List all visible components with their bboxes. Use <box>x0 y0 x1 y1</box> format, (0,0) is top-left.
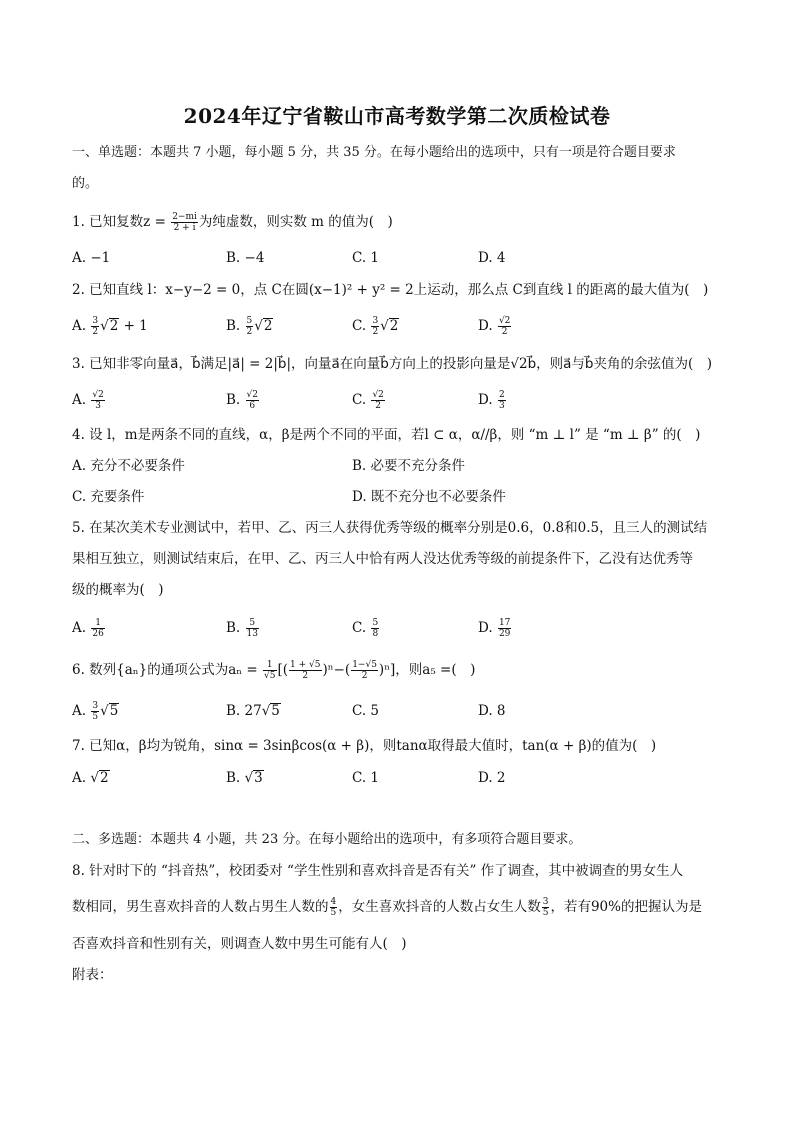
q2-option-a[interactable]: A. $\frac{3}{2}$ √2 + 1 <box>72 316 148 337</box>
q5-c-frac <box>371 618 379 639</box>
q3-b-den: 6 <box>249 401 256 411</box>
question-8-appendix: 附表： <box>72 967 113 983</box>
q2-a-tail: + 1 <box>119 318 148 334</box>
q2-option-d[interactable] <box>478 316 512 337</box>
q7-a-rad: 2 <box>99 770 109 786</box>
q5-d-num: 17 <box>498 618 511 628</box>
question-8-line3: 否喜欢抖音和性别有关，则调查人数中男生可能有人( ) <box>72 936 407 952</box>
q3-d-den: 3 <box>498 401 505 411</box>
q6-a-num: 3 <box>92 701 99 711</box>
question-4: 4. 设 l，m是两条不同的直线，α，β是两个不同的平面，若l ⊂ α，α//β，则 “m ⊥ l” 是 “m ⊥ β” 的( ) <box>72 427 701 443</box>
page-title: 2024年辽宁省鞍山市高考数学第二次质检试卷 <box>183 104 611 128</box>
q2-c-label: C. <box>352 318 371 334</box>
q7-option-c[interactable]: C. 1 <box>352 770 380 786</box>
q6-post: )ⁿ]，则a₅ =( ) <box>378 662 476 678</box>
q3-d-frac <box>498 390 506 411</box>
q1-option-d[interactable]: D. 4 <box>478 250 506 266</box>
q3-d-num: 2 <box>498 390 505 400</box>
q6-a-rad: 5 <box>109 703 119 719</box>
q3-b-frac <box>246 390 259 411</box>
q8-frac-2 <box>542 897 550 918</box>
q3-c-frac <box>371 390 384 411</box>
q6-mid1: [( <box>277 662 289 678</box>
question-5-line2: 果相互独立，则测试结束后，在甲、乙、丙三人中恰有两人没达优秀等级的前提条件下，乙没有达优秀等 <box>72 551 693 567</box>
q3-d-label: D. <box>478 392 497 408</box>
q3-b-label: B. <box>226 392 245 408</box>
q5-c-den: 8 <box>372 629 379 639</box>
q2-d-label: D. <box>478 318 497 334</box>
q5-d-label: D. <box>478 620 497 636</box>
q4-option-b[interactable]: B. 必要不充分条件 <box>352 458 466 474</box>
q8-f2-den: 5 <box>542 908 549 918</box>
q1-fraction <box>171 212 198 233</box>
question-7: 7. 已知α，β均为锐角，sinα = 3sinβcos(α + β)，则tanα取得最大值时，tan(α + β)的值为( ) <box>72 738 657 754</box>
q6-b-label: B. 27 <box>226 703 262 719</box>
q8-frac-1 <box>330 897 338 918</box>
q2-c-rad: 2 <box>389 318 399 334</box>
q6-f3-den: 2 <box>361 671 368 681</box>
q7-option-a[interactable]: A. √2 <box>72 770 109 786</box>
q5-b-num: 5 <box>246 618 259 629</box>
question-6 <box>72 660 722 681</box>
q2-b-rad: 2 <box>263 318 273 334</box>
q6-options <box>72 701 722 721</box>
q2-c-frac <box>371 316 379 337</box>
q5-option-d[interactable] <box>478 618 512 639</box>
question-3: 3. 已知非零向量a⃗，b⃗满足|a⃗| = 2|b⃗|，向量a⃗在向量b⃗方向上的投影向量是√2b⃗，则a⃗与b⃗夹角的余弦值为( ) <box>72 356 713 372</box>
q2-a-den: 2 <box>92 327 99 337</box>
q5-a-label: A. <box>72 620 91 636</box>
q6-a-frac <box>91 701 99 722</box>
q5-options <box>72 618 722 638</box>
q5-d-frac <box>498 618 511 639</box>
q8-line2-post: ，若有90%的把握认为是 <box>550 899 702 915</box>
q8-f1-den: 5 <box>330 908 337 918</box>
q7-options <box>72 768 722 788</box>
q5-option-c[interactable] <box>352 618 380 639</box>
q2-b-num: 5 <box>246 316 253 326</box>
question-5-line1: 5. 在某次美术专业测试中，若甲、乙、丙三人获得优秀等级的概率分别是0.6，0.8和0.5，且三人的测试结 <box>72 520 708 536</box>
q6-f2-den: 2 <box>302 671 309 681</box>
q2-options <box>72 316 722 336</box>
q6-option-d[interactable]: D. 8 <box>478 703 506 719</box>
q5-c-num: 5 <box>372 618 379 628</box>
q6-f1-num: 1 <box>263 660 276 671</box>
q5-b-label: B. <box>226 620 245 636</box>
q3-option-d[interactable] <box>478 390 507 411</box>
q2-option-c[interactable]: C. $\frac{3}{2}$ √2 <box>352 316 399 337</box>
q4-options-row1 <box>72 456 722 476</box>
q1-option-b[interactable]: B. −4 <box>226 250 265 266</box>
q6-option-c[interactable]: C. 5 <box>352 703 380 719</box>
q4-option-c[interactable]: C. 充要条件 <box>72 489 145 505</box>
q7-option-b[interactable]: B. √3 <box>226 770 263 786</box>
q2-a-label: A. <box>72 318 91 334</box>
q6-a-label: A. <box>72 703 91 719</box>
q6-frac-2 <box>289 660 321 681</box>
q5-a-frac <box>91 618 104 639</box>
q6-frac-3 <box>351 660 378 681</box>
q2-b-den: 2 <box>246 327 253 337</box>
q2-a-rad: 2 <box>109 318 119 334</box>
q2-d-den: 2 <box>501 327 508 337</box>
q7-a-label: A. <box>72 770 91 786</box>
q1-options <box>72 248 722 268</box>
q3-c-num: √2 <box>372 390 384 400</box>
q5-c-label: C. <box>352 620 371 636</box>
q2-b-label: B. <box>226 318 245 334</box>
q2-a-num: 3 <box>92 316 99 326</box>
q8-f1-num: 4 <box>330 897 337 907</box>
q2-a-frac <box>91 316 99 337</box>
q7-b-label: B. <box>226 770 245 786</box>
question-5-line3: 级的概率为( ) <box>72 582 164 598</box>
q6-f2-num: 1 + √5 <box>290 660 321 670</box>
q1-post: 为纯虚数，则实数 m 的值为( ) <box>198 214 393 230</box>
section1-heading-cont: 的。 <box>72 176 99 191</box>
question-1 <box>72 212 722 233</box>
q1-num: 2−mi <box>172 212 197 222</box>
q3-a-den: 3 <box>95 401 101 411</box>
q6-f1-den: √5 <box>264 671 276 681</box>
question-8-line2 <box>72 897 722 918</box>
q3-option-a[interactable] <box>72 390 106 411</box>
q7-option-d[interactable]: D. 2 <box>478 770 506 786</box>
q3-a-num: √2 <box>92 390 104 400</box>
q3-option-c[interactable] <box>352 390 386 411</box>
q8-line2-mid: ，女生喜欢抖音的人数占女生人数 <box>338 899 541 915</box>
q1-option-c[interactable]: C. 1 <box>352 250 380 266</box>
q2-c-num: 3 <box>372 316 379 326</box>
q6-mid2: )ⁿ−( <box>322 662 351 678</box>
q6-option-a[interactable]: A. $\frac{3}{5}$ √5 <box>72 701 119 722</box>
q2-option-b[interactable]: B. $\frac{5}{2}$ √2 <box>226 316 273 337</box>
q6-a-den: 5 <box>92 712 99 722</box>
q2-d-frac <box>498 316 511 337</box>
q2-d-num: √2 <box>498 316 511 326</box>
q3-option-b[interactable] <box>226 390 260 411</box>
q1-den: 2 + i <box>173 223 196 233</box>
q3-options <box>72 390 722 410</box>
q8-line2-pre: 数相同，男生喜欢抖音的人数占男生人数的 <box>72 899 329 915</box>
q1-option-a[interactable]: A. −1 <box>72 250 111 266</box>
q2-b-frac <box>246 316 254 337</box>
q7-b-rad: 3 <box>254 770 263 786</box>
q3-a-label: A. <box>72 392 91 408</box>
q3-c-den: 2 <box>375 401 382 411</box>
q4-option-a[interactable]: A. 充分不必要条件 <box>72 458 185 474</box>
q5-option-a[interactable] <box>72 618 106 639</box>
section1-heading: 一、单选题：本题共 7 小题，每小题 5 分，共 35 分。在每小题给出的选项中，只有一项是符合题目要求 <box>72 145 676 160</box>
q5-a-den: 26 <box>92 629 104 639</box>
question-2: 2. 已知直线 l：x−y−2 = 0，点 C在圆(x−1)² + y² = 2上运动，那么点 C到直线 l 的距离的最大值为( ) <box>72 282 709 298</box>
q6-option-b[interactable]: B. 27√5 <box>226 703 280 719</box>
q6-b-rad: 5 <box>271 703 280 719</box>
q5-a-num: 1 <box>91 618 104 629</box>
q2-c-den: 2 <box>372 327 379 337</box>
q4-option-d[interactable]: D. 既不充分也不必要条件 <box>352 489 506 505</box>
q1-pre: 1. 已知复数z = <box>72 214 171 230</box>
q6-frac-1 <box>263 660 276 681</box>
q5-d-den: 29 <box>498 629 511 639</box>
q5-option-b[interactable] <box>226 618 260 639</box>
q3-b-num: √2 <box>246 390 258 400</box>
q6-f3-num: 1−√5 <box>352 660 377 670</box>
q6-pre: 6. 数列{aₙ}的通项公式为aₙ = <box>72 662 263 678</box>
q5-b-frac <box>246 618 259 639</box>
section2-heading: 二、多选题：本题共 4 小题，共 23 分。在每小题给出的选项中，有多项符合题目要求。 <box>72 832 582 847</box>
q8-f2-num: 3 <box>542 897 549 907</box>
q5-b-den: 13 <box>246 629 258 639</box>
q3-a-frac <box>91 390 104 411</box>
q4-options-row2 <box>72 487 722 507</box>
question-8-line1: 8. 针对时下的 “抖音热”，校团委对 “学生性别和喜欢抖音是否有关” 作了调查，其中被调查的男女生人 <box>72 863 684 879</box>
q3-c-label: C. <box>352 392 371 408</box>
